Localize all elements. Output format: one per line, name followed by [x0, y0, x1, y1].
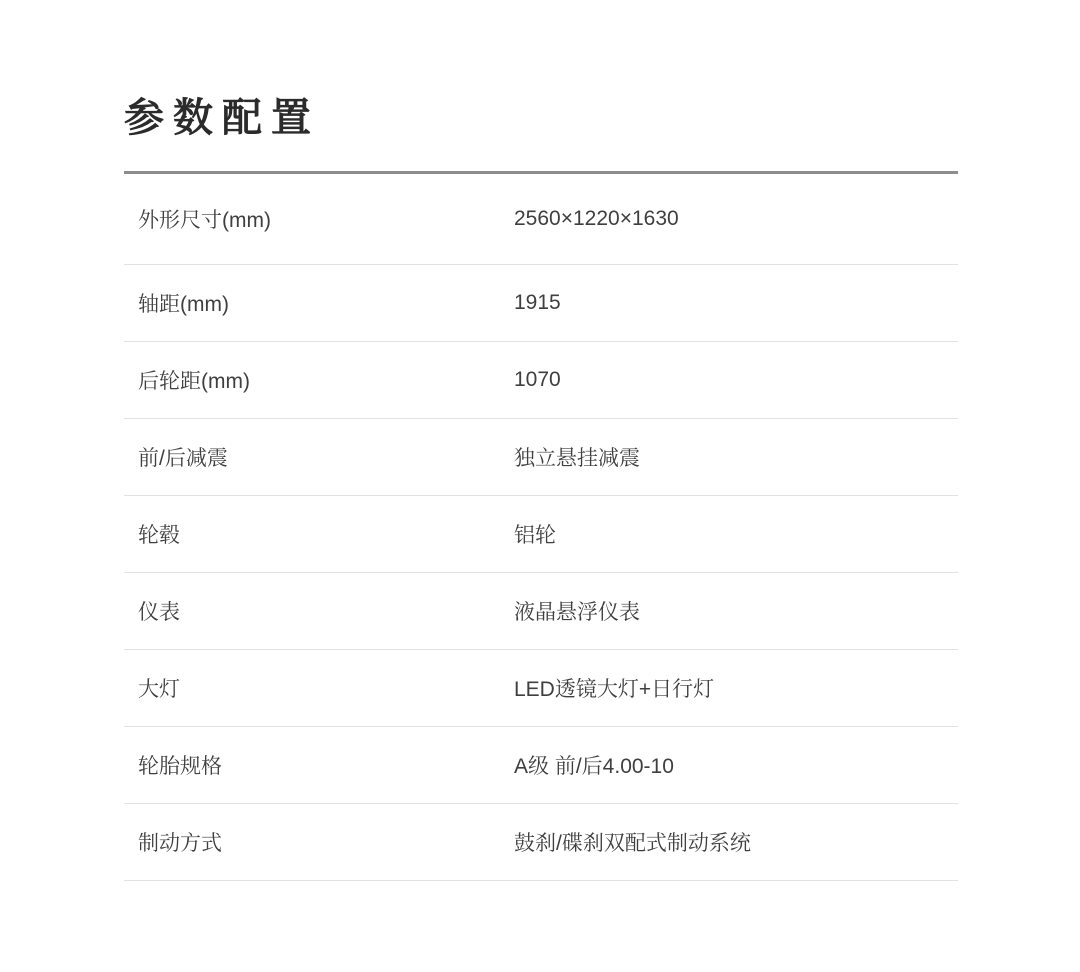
spec-value: 1915 — [502, 265, 958, 342]
spec-label: 前/后减震 — [124, 419, 502, 496]
spec-value: 2560×1220×1630 — [502, 174, 958, 265]
spec-label: 制动方式 — [124, 804, 502, 881]
spec-value: 独立悬挂减震 — [502, 419, 958, 496]
table-row — [124, 650, 958, 727]
spec-label: 外形尺寸(mm) — [124, 174, 502, 265]
spec-label: 轮毂 — [124, 496, 502, 573]
spec-value: LED透镜大灯+日行灯 — [502, 650, 958, 727]
spec-label: 轮胎规格 — [124, 727, 502, 804]
table-row — [124, 419, 958, 496]
spec-table-body — [124, 174, 958, 881]
spec-label: 仪表 — [124, 573, 502, 650]
table-row — [124, 496, 958, 573]
spec-label: 轴距(mm) — [124, 265, 502, 342]
table-row — [124, 265, 958, 342]
spec-value: 1070 — [502, 342, 958, 419]
spec-label: 后轮距(mm) — [124, 342, 502, 419]
spec-label: 大灯 — [124, 650, 502, 727]
spec-value: A级 前/后4.00-10 — [502, 727, 958, 804]
spec-value: 铝轮 — [502, 496, 958, 573]
page-title: 参数配置 — [124, 96, 320, 140]
table-row — [124, 342, 958, 419]
spec-value: 鼓刹/碟刹双配式制动系统 — [502, 804, 958, 881]
table-row — [124, 174, 958, 265]
table-row — [124, 804, 958, 881]
table-row — [124, 727, 958, 804]
table-row — [124, 573, 958, 650]
spec-value: 液晶悬浮仪表 — [502, 573, 958, 650]
spec-table — [124, 174, 958, 881]
